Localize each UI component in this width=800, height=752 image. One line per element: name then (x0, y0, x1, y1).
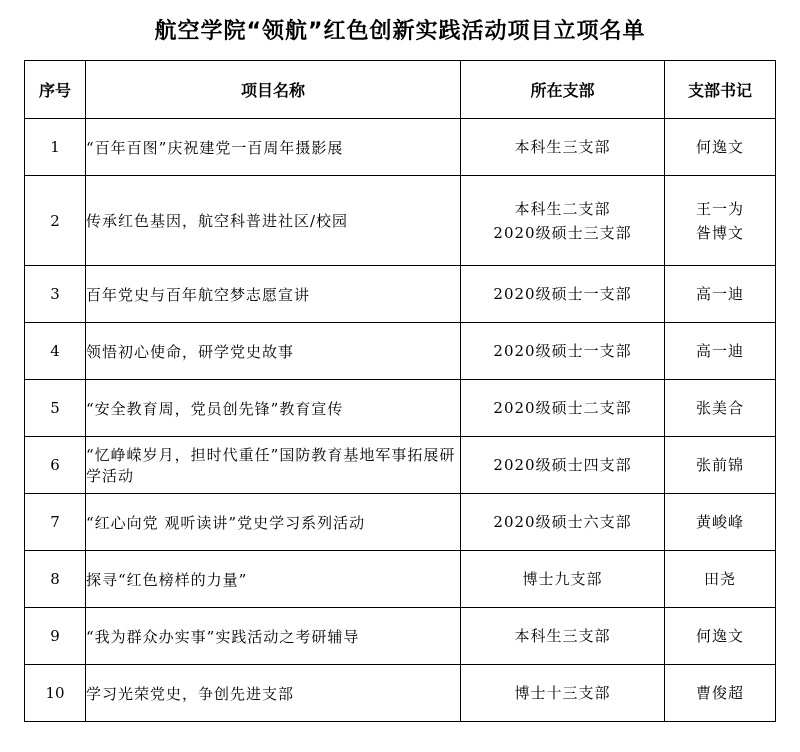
cell-branch (461, 551, 665, 608)
cell-secretary (665, 323, 776, 380)
cell-project-name: “忆峥嵘岁月，担时代重任”国防教育基地军事拓展研学活动 (86, 437, 461, 494)
project-list-table (24, 60, 776, 722)
table-row (25, 665, 776, 722)
table-row (25, 494, 776, 551)
cell-num: 7 (25, 494, 86, 551)
branch-line: 本科生二支部 (514, 199, 611, 218)
table-row (25, 380, 776, 437)
secretary-line: 高一迪 (695, 285, 744, 303)
cell-project-name: “百年百图”庆祝建党一百周年摄影展 (86, 119, 461, 176)
secretary-line: 昝博文 (695, 223, 744, 242)
branch-line: 2020级硕士一支部 (493, 285, 632, 303)
secretary-line: 张前锦 (695, 456, 744, 474)
cell-project-name: 传承红色基因，航空科普进社区/校园 (86, 176, 461, 266)
cell-project-name: “我为群众办实事”实践活动之考研辅导 (86, 608, 461, 665)
cell-branch (461, 380, 665, 437)
header-num: 序号 (25, 61, 86, 119)
secretary-line: 何逸文 (695, 627, 744, 645)
secretary-line: 田尧 (703, 570, 736, 588)
branch-line: 博士十三支部 (514, 684, 611, 702)
cell-num: 2 (25, 176, 86, 266)
header-branch: 所在支部 (461, 61, 665, 119)
cell-secretary (665, 266, 776, 323)
cell-project-name: 学习光荣党史，争创先进支部 (86, 665, 461, 722)
cell-num: 1 (25, 119, 86, 176)
secretary-line: 何逸文 (695, 138, 744, 156)
branch-line: 2020级硕士六支部 (493, 513, 632, 531)
cell-num: 3 (25, 266, 86, 323)
table-row (25, 437, 776, 494)
cell-project-name: “红心向党 观听读讲”党史学习系列活动 (86, 494, 461, 551)
cell-branch (461, 176, 665, 266)
table-body (25, 119, 776, 722)
cell-secretary (665, 665, 776, 722)
table-header-row (25, 61, 776, 119)
cell-branch (461, 266, 665, 323)
cell-branch (461, 437, 665, 494)
table-row (25, 266, 776, 323)
table-row (25, 551, 776, 608)
secretary-line: 曹俊超 (695, 684, 744, 702)
cell-project-name: 领悟初心使命，研学党史故事 (86, 323, 461, 380)
cell-project-name: 探寻“红色榜样的力量” (86, 551, 461, 608)
branch-line: 本科生三支部 (514, 627, 611, 645)
cell-secretary (665, 437, 776, 494)
cell-num: 4 (25, 323, 86, 380)
branch-line: 2020级硕士三支部 (493, 223, 632, 242)
secretary-line: 张美合 (695, 399, 744, 417)
cell-secretary (665, 494, 776, 551)
cell-secretary (665, 380, 776, 437)
cell-num: 6 (25, 437, 86, 494)
cell-num: 9 (25, 608, 86, 665)
cell-project-name: “安全教育周，党员创先锋”教育宣传 (86, 380, 461, 437)
cell-branch (461, 608, 665, 665)
page-title: 航空学院“领航”红色创新实践活动项目立项名单 (154, 19, 646, 44)
cell-branch (461, 119, 665, 176)
branch-line: 2020级硕士一支部 (493, 342, 632, 360)
cell-secretary (665, 119, 776, 176)
branch-line: 本科生三支部 (514, 138, 611, 156)
secretary-line: 高一迪 (695, 342, 744, 360)
table-row (25, 119, 776, 176)
cell-branch (461, 665, 665, 722)
header-name: 项目名称 (86, 61, 461, 119)
table-row (25, 608, 776, 665)
cell-num: 10 (25, 665, 86, 722)
cell-num: 5 (25, 380, 86, 437)
secretary-line: 王一为 (695, 199, 744, 218)
cell-branch (461, 323, 665, 380)
branch-line: 博士九支部 (522, 570, 603, 588)
cell-num: 8 (25, 551, 86, 608)
table-row (25, 176, 776, 266)
cell-branch (461, 494, 665, 551)
table-row (25, 323, 776, 380)
cell-secretary (665, 176, 776, 266)
secretary-line: 黄峻峰 (695, 513, 744, 531)
cell-secretary (665, 608, 776, 665)
branch-line: 2020级硕士二支部 (493, 399, 632, 417)
branch-line: 2020级硕士四支部 (493, 456, 632, 474)
cell-secretary (665, 551, 776, 608)
header-secretary: 支部书记 (665, 61, 776, 119)
cell-project-name: 百年党史与百年航空梦志愿宣讲 (86, 266, 461, 323)
